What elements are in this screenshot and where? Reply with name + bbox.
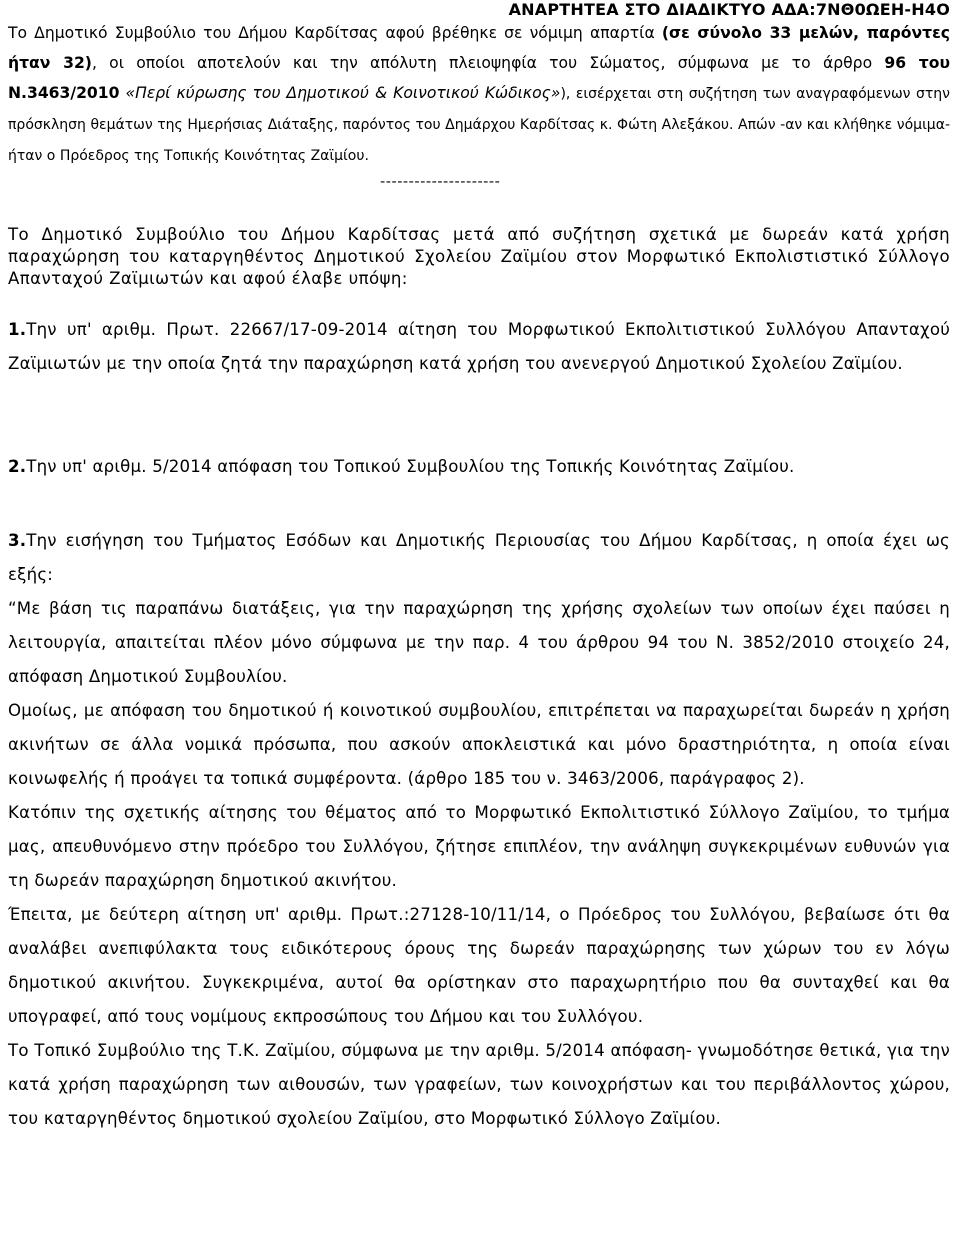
intro-law-ref: 96 του Ν.3463/2010 [8, 54, 950, 102]
intro-law-title: «Περί κύρωσης του Δημοτικού & Κοινοτικού Κώδικος» [119, 84, 561, 102]
quote-paragraph-2: Ομοίως, με απόφαση του δημοτικού ή κοινοτικού συμβουλίου, επιτρέπεται να παραχωρείται δωρεάν η χρήση ακινήτων σε άλλα νομικά πρόσωπα, που ασκούν αποκλειστικά και μόνο δραστηριότητα, η οποία είναι κοινωφελής ή προάγει τα τοπικά συμφέροντα. (άρθρο 185 του ν. 3463/2006, παράγραφος 2). [8, 701, 950, 788]
quote-paragraph-1: “Με βάση τις παραπάνω διατάξεις, για την παραχώρηση της χρήσης σχολείων των οποίων έχει παύσει η λειτουργία, απαιτείται πλέον μόνο σύμφωνα με την παρ. 4 του άρθρου 94 του Ν. 3852/2010 στοιχείο 24, απόφαση Δημοτικού Συμβουλίου. [8, 599, 950, 686]
quote-paragraph-4: Έπειτα, με δεύτερη αίτηση υπ' αριθμ. Πρωτ.:27128-10/11/14, ο Πρόεδρος του Συλλόγου, βεβαίωσε ότι θα αναλάβει ανεπιφύλακτα τους ειδικότερους όρους της δωρεάν παραχώρησης των χώρων του εν λόγω δημοτικού ακινήτου. Συγκεκριμένα, αυτοί θα ορίστηκαν στο παραχωρητήριο που θα συνταχθεί και θα υπογραφεί, από τους νομίμους εκπροσώπους του Δήμου και του Συλλόγου. [8, 905, 950, 1026]
quote-paragraph-3: Κατόπιν της σχετικής αίτησης του θέματος από το Μορφωτικό Εκπολιτιστικό Σύλλογο Ζαϊμίου, το τμήμα μας, απευθυνόμενο στην πρόεδρο του Συλλόγου, ζήτησε επιπλέον, την ανάληψη συγκεκριμένων ευθυνών για τη δωρεάν παραχώρηση δημοτικού ακινήτου. [8, 803, 950, 890]
intro-paragraph [8, 18, 950, 171]
intro-text-2: , οι οποίοι αποτελούν και την απόλυτη πλειοψηφία του Σώματος, σύμφωνα με το άρθρο [91, 54, 885, 72]
list-item-number: 1. [8, 320, 27, 339]
list-item-number: 2. [8, 457, 27, 476]
quote-paragraph-5: Το Τοπικό Συμβούλιο της Τ.Κ. Ζαϊμίου, σύμφωνα με την αριθμ. 5/2014 απόφαση- γνωμοδότησε θετικά, για την κατά χρήση παραχώρηση των αιθουσών, των γραφείων, των κοινοχρήστων και του περιβάλλοντος χώρου, του καταργηθέντος δημοτικού σχολείου Ζαϊμίου, στο Μορφωτικό Σύλλογο Ζαϊμίου. [8, 1041, 950, 1128]
list-item-text: Την υπ' αριθμ. 5/2014 απόφαση του Τοπικού Συμβουλίου της Τοπικής Κοινότητας Ζαϊμίου. [26, 457, 795, 476]
list-item-text: Την εισήγηση του Τμήματος Εσόδων και Δημοτικής Περιουσίας του Δήμου Καρδίτσας, η οποία έχει ως εξής: [8, 531, 950, 584]
document-id-header: ΑΝΑΡΤΗΤΕΑ ΣΤΟ ΔΙΑΔΙΚΤΥΟ ΑΔΑ:7ΝΘ0ΩΕΗ-Η4Ο [508, 0, 950, 19]
main-paragraph: Το Δημοτικό Συμβούλιο του Δήμου Καρδίτσας μετά από συζήτηση σχετικά με δωρεάν κατά χρήση παραχώρηση του καταργηθέντος Δημοτικού Σχολείου Ζαϊμίου στον Μορφωτικό Εκπολιστιστικό Σύλλογο Απανταχού Ζαϊμιωτών και αφού έλαβε υπόψη: [8, 225, 950, 288]
list-item-2 [8, 450, 950, 484]
intro-text-3: ), εισέρχεται στη συζήτηση των αναγραφόμενων στην πρόσκληση θεμάτων της Ημερήσιας Διάταξης, παρόντος του Δημάρχου Καρδίτσας κ. Φώτη Αλεξάκου. Απών -αν και κλήθηκε νόμιμα- ήταν ο Πρόεδρος της Τοπικής Κοινότητας Ζαϊμίου. [8, 86, 950, 164]
list-item-3 [8, 524, 950, 1136]
intro-text-1: Το Δημοτικό Συμβούλιο του Δήμου Καρδίτσας αφού βρέθηκε σε νόμιμη απαρτία [8, 24, 662, 42]
section-divider: --------------------- [380, 174, 501, 190]
list-item-text: Την υπ' αριθμ. Πρωτ. 22667/17-09-2014 αίτηση του Μορφωτικού Εκπολιτιστικού Συλλόγου Απανταχού Ζαϊμιωτών με την οποία ζητά την παραχώρηση κατά χρήση του ανενεργού Δημοτικού Σχολείου Ζαϊμίου. [8, 320, 950, 373]
intro-quorum: (σε σύνολο 33 μελών, παρόντες ήταν 32) [8, 24, 951, 72]
list-item-number: 3. [8, 531, 27, 550]
list-item-1 [8, 313, 950, 381]
